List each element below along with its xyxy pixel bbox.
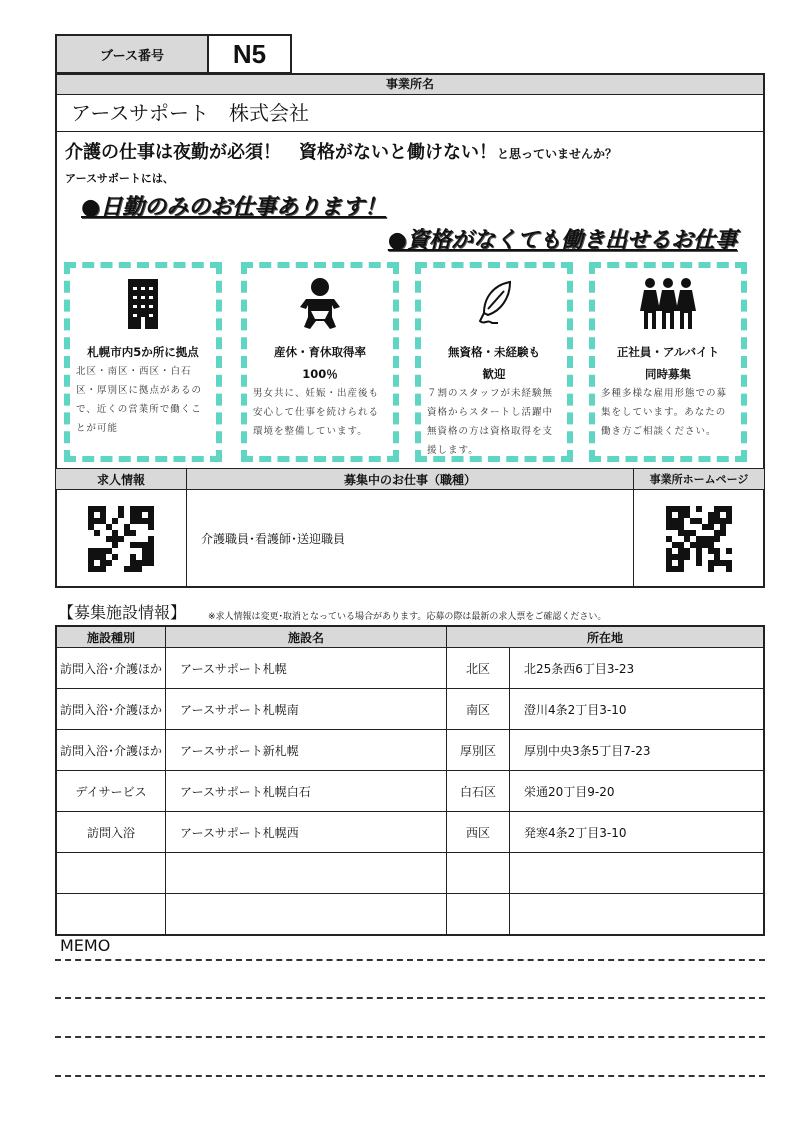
facility-type xyxy=(56,853,166,894)
facility-ward: 北区 xyxy=(447,648,510,689)
feather-icon xyxy=(421,268,567,340)
facility-address xyxy=(510,894,765,936)
col-location: 所在地 xyxy=(447,626,765,648)
facilities-title: 【募集施設情報】 xyxy=(58,603,187,622)
facility-name xyxy=(166,894,447,936)
facility-name: アースサポート札幌南 xyxy=(166,689,447,730)
facility-ward xyxy=(447,894,510,936)
memo-line[interactable] xyxy=(55,959,765,961)
facility-address: 発寒4条2丁目3-10 xyxy=(510,812,765,853)
facility-row xyxy=(56,689,764,730)
feature-desc: 多種多様な雇用形態での募集をしています。あなたの働き方ご相談ください。 xyxy=(601,388,728,437)
job-info-qr-cell xyxy=(56,490,187,588)
facility-name: アースサポート札幌西 xyxy=(166,812,447,853)
booth-label: ブース番号 xyxy=(57,36,209,72)
facility-name: アースサポート新札幌 xyxy=(166,730,447,771)
memo-title: MEMO xyxy=(60,936,111,955)
facility-type: 訪問入浴 xyxy=(56,812,166,853)
feature-title: 産休・育休取得率 xyxy=(274,345,366,359)
facility-type xyxy=(56,894,166,936)
facility-type: 訪問入浴･介護ほか xyxy=(56,730,166,771)
qr-code-icon[interactable] xyxy=(88,506,154,572)
bullet-no-license: ●資格がなくても働き出せるお仕事 xyxy=(387,228,737,253)
people-icon xyxy=(595,268,741,340)
facility-ward: 白石区 xyxy=(447,771,510,812)
facilities-note: ※求人情報は変更･取消となっている場合があります。応募の際は最新の求人票をご確認ください。 xyxy=(208,612,607,622)
catch-line1-main: 介護の仕事は夜勤が必須！ 資格がないと働けない！ xyxy=(65,142,497,163)
memo-line[interactable] xyxy=(55,997,765,999)
baby-icon xyxy=(247,268,393,340)
facility-type: デイサービス xyxy=(56,771,166,812)
feature-desc: 北区・南区・西区・白石区・厚別区に拠点があるので、近くの営業所で働くことが可能 xyxy=(76,366,203,434)
facility-row xyxy=(56,648,764,689)
feature-title: 正社員・アルバイト xyxy=(616,345,720,359)
facility-address: 厚別中央3条5丁目7-23 xyxy=(510,730,765,771)
positions-value: 介護職員･看護師･送迎職員 xyxy=(187,490,634,588)
facility-ward: 西区 xyxy=(447,812,510,853)
qr-module xyxy=(726,566,732,572)
col-name: 施設名 xyxy=(166,626,447,648)
col-job-info: 求人情報 xyxy=(56,469,187,490)
facilities-table xyxy=(55,625,765,936)
facility-address: 澄川4条2丁目3-10 xyxy=(510,689,765,730)
facility-row xyxy=(56,812,764,853)
feature-box xyxy=(415,262,573,462)
homepage-qr-cell xyxy=(634,490,765,588)
facility-name: アースサポート札幌 xyxy=(166,648,447,689)
bullet-dayshift: ●日勤のみのお仕事あります！ xyxy=(81,195,387,220)
facility-ward xyxy=(447,853,510,894)
memo-line[interactable] xyxy=(55,1036,765,1038)
col-homepage: 事業所ホームページ xyxy=(634,469,765,490)
facility-name: アースサポート札幌白石 xyxy=(166,771,447,812)
feature-desc: 男女共に、妊娠・出産後も安心して仕事を続けられる環境を整備しています。 xyxy=(253,388,380,437)
booth-number: N5 xyxy=(232,38,267,69)
facility-row xyxy=(56,853,764,894)
office-header: 事業所名 xyxy=(57,75,763,95)
feature-box xyxy=(241,262,399,462)
facility-row xyxy=(56,730,764,771)
feature-title2: 100％ xyxy=(302,367,338,381)
company-name: アースサポート 株式会社 xyxy=(57,95,763,132)
feature-desc: ７割のスタッフが未経験無資格からスタートし活躍中無資格の方は資格取得を支援します。 xyxy=(427,388,554,456)
facility-address: 栄通20丁目9-20 xyxy=(510,771,765,812)
facility-address xyxy=(510,853,765,894)
building-icon xyxy=(70,268,216,340)
col-positions: 募集中のお仕事（職種） xyxy=(187,469,634,490)
catch-line1 xyxy=(65,138,763,164)
facility-name xyxy=(166,853,447,894)
catch-line1-tail: と思っていませんか？ xyxy=(497,147,618,161)
facility-row xyxy=(56,771,764,812)
facility-type: 訪問入浴･介護ほか xyxy=(56,689,166,730)
facility-ward: 厚別区 xyxy=(447,730,510,771)
col-type: 施設種別 xyxy=(56,626,166,648)
job-table xyxy=(55,468,765,588)
feature-title: 札幌市内5か所に拠点 xyxy=(87,345,199,359)
qr-module xyxy=(148,566,154,572)
catchcopy xyxy=(57,138,763,254)
qr-code-icon[interactable] xyxy=(666,506,732,572)
feature-title2: 同時募集 xyxy=(645,367,691,381)
feature-box xyxy=(589,262,747,462)
booth-number-box xyxy=(55,34,292,74)
feature-title2: 歓迎 xyxy=(482,367,506,381)
facility-address: 北25条西6丁目3-23 xyxy=(510,648,765,689)
facility-type: 訪問入浴･介護ほか xyxy=(56,648,166,689)
facility-ward: 南区 xyxy=(447,689,510,730)
memo-line[interactable] xyxy=(55,1075,765,1077)
feature-title: 無資格・未経験も xyxy=(448,345,540,359)
feature-box xyxy=(64,262,222,462)
catch-line2: アースサポートには、 xyxy=(65,172,174,185)
facility-row xyxy=(56,894,764,936)
